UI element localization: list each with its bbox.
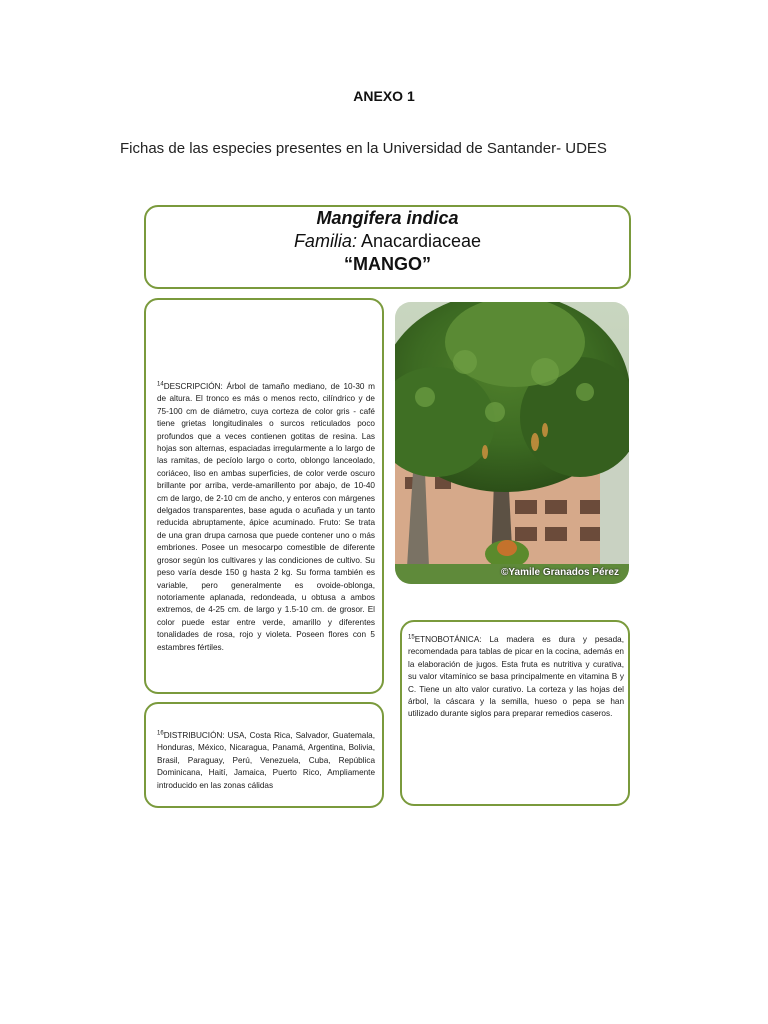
distribution-card [144,702,384,808]
family-line [146,229,629,253]
family-label: Familia: [293,231,357,251]
distribution-text: DISTRIBUCIÓN: USA, Costa Rica, Salvador, Guatemala, Honduras, México, Nicaragua, Panamá, Argentina, Bolivia, Brasil, Paraguay, Perú, Venezuela, Cuba, República Dominicana, Haití, Jamaica, Puerto Rico, Ampliamente introducido en las zonas cálidas [157,731,375,790]
mango-tree-photo [395,302,629,584]
ethnobotany-card [400,620,630,806]
annex-title: ANEXO 1 [353,88,415,104]
photo-credit: ©Yamile Granados Pérez [501,567,619,578]
distribution-text-block [157,730,375,792]
ethnobotany-text: ETNOBOTÁNICA: La madera es dura y pesada, recomendada para tablas de picar en la cocina, además en la elaboración de jugos. Esta fruta es nutritiva y curativa, su valor vitamínico se basa principalmente en vitamina B y C. Tiene un alto valor curativo. La corteza y las hojas del árbol, la cáscara y la semilla, hueso o pepa se han utilizado durante siglos para preparar remedios caseros. [408,635,624,719]
scientific-name: Mangifera indica [316,208,459,228]
description-text-block [157,381,375,654]
common-name: “MANGO” [344,254,431,274]
tree-photo-illustration [395,302,629,584]
ethnobotany-footnote-ref: 15 [408,634,415,641]
page-subtitle: Fichas de las especies presentes en la Universidad de Santander- UDES [120,140,607,157]
description-text: DESCRIPCIÓN: Árbol de tamaño mediano, de 10-30 m de altura. El tronco es más o menos recto, cilíndrico y de 75-100 cm de diámetro, cuya corteza de color gris - café tiene grietas longitudinales o surcos reticulados poco profundos que a veces contienen gotitas de resina. Las hojas son alternas, espaciadas irregularmente a lo largo de las ramitas, de pecíolo largo o corto, oblongo lanceolado, coriáceo, liso en ambas superficies, de color verde oscuro brillante por arriba, verde-amarillento por abajo, de 10-40 cm de largo, de 2-10 cm de ancho, y enteros con márgenes delgados transparentes, base aguda o acuñada y un tanto reducida abruptamente, ápice acuminado. Fruto: Se trata de una gran drupa carnosa que puede contener uno o más embriones. Posee un mesocarpo comestible de diferente grosor según los cultivares y las condiciones de cultivo. Su peso varía desde 150 g hasta 2 kg. Su forma también es variable, pero generalmente es ovoide-oblonga, notoriamente aplanada, redondeada, u obtusa a ambos extremos, de 4-25 cm. de largo y 1.5-10 cm. de grosor. El color puede estar entre verde, amarillo y diferentes tonalidades de rosa, rojo y violeta. Poseen flores con 5 estambres fértiles. [157,382,375,652]
description-card [144,298,384,694]
description-footnote-ref: 14 [157,381,164,388]
distribution-footnote-ref: 16 [157,730,164,737]
species-header-card [144,205,631,289]
ethnobotany-text-block [408,634,624,721]
family-value: Anacardiaceae [360,231,482,251]
